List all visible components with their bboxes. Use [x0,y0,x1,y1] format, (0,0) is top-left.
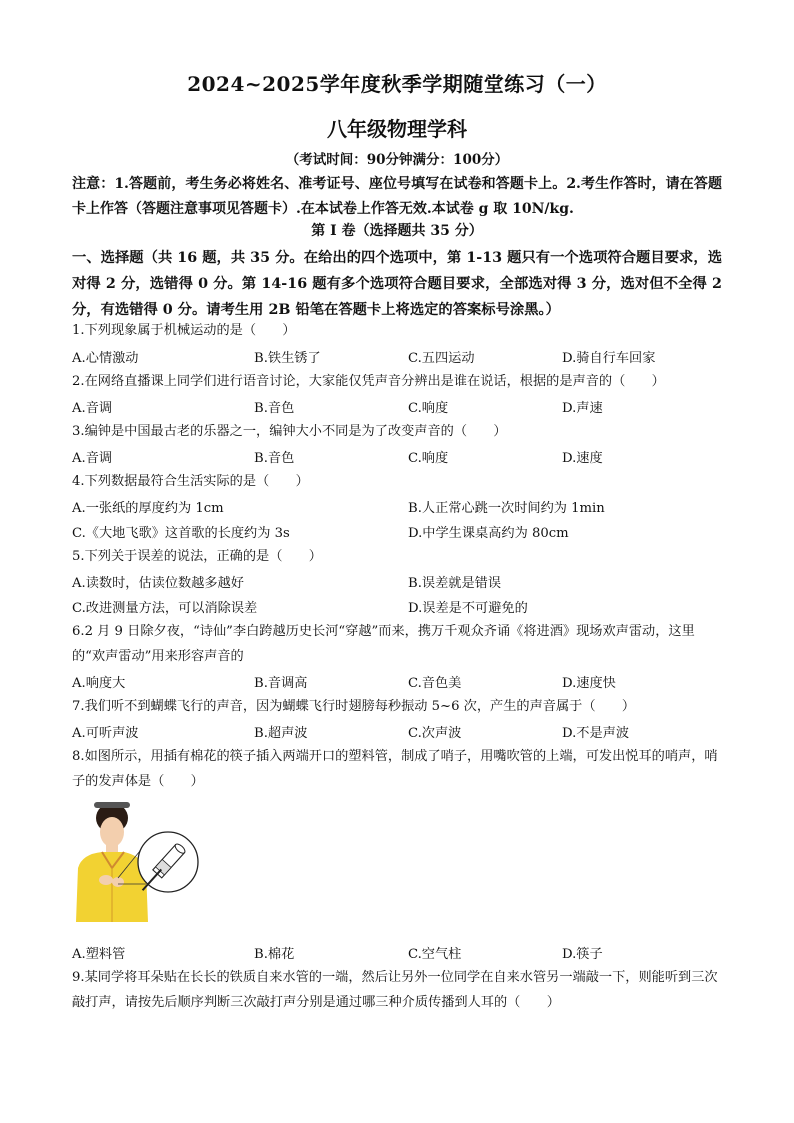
whistle-illustration [72,798,204,926]
option-d: D.筷子 [562,947,603,962]
option-b: B.音色 [254,451,295,466]
option-a: A.音调 [72,451,113,466]
question-options [72,597,732,619]
option-b: B.棉花 [254,947,295,962]
option-c: C.五四运动 [408,351,475,366]
option-c: C.《大地飞歌》这首歌的长度约为 3s [72,526,290,541]
question-options [72,722,732,744]
option-d: D.骑自行车回家 [562,351,656,366]
question-stem: 7.我们听不到蝴蝶飞行的声音，因为蝴蝶飞行时翅膀每秒振动 5~6 次，产生的声音属于（ ） [72,699,636,714]
question-stem: 2.在网络直播课上同学们进行语音讨论，大家能仅凭声音分辨出是谁在说话，根据的是声音的（ ） [72,374,665,389]
question-options [72,672,732,694]
part-label: 第 I 卷（选择题共 35 分） [311,223,483,239]
option-d: D.误差是不可避免的 [408,601,528,616]
question-options [72,522,732,544]
option-a: A.读数时，估读位数越多越好 [72,576,244,591]
option-c: C.响度 [408,451,449,466]
question-options [72,572,732,594]
option-c: C.音色美 [408,676,462,691]
question-stem: 1.下列现象属于机械运动的是（ ） [72,323,296,338]
option-a: A.塑料管 [72,947,126,962]
section-intro: 一、选择题（共 16 题，共 35 分。在给出的四个选项中，第 1-13 题只有一个选项符合题目要求，选对得 2 分，选错得 0 分。第 14-16 题有多个选项符合题目要求，全部选对得 3 分，选对但不全得 2 分，有选错得 0 分。请考生用 2B 铅笔在答题卡上将选定的答案标号涂黑。） [72,250,722,318]
option-b: B.音色 [254,401,295,416]
option-b: B.误差就是错误 [408,576,502,591]
question-options [72,943,732,965]
question-stem: 3.编钟是中国最古老的乐器之一，编钟大小不同是为了改变声音的（ ） [72,424,507,439]
option-a: A.响度大 [72,676,126,691]
question-stem: 8.如图所示，用插有棉花的筷子插入两端开口的塑料管，制成了哨子，用嘴吹管的上端，可发出悦耳的哨声，哨子的发声体是（ ） [72,749,718,789]
option-a: A.可听声波 [72,726,139,741]
question-options [72,497,732,519]
question-options [72,447,732,469]
option-b: B.超声波 [254,726,308,741]
option-a: A.一张纸的厚度约为 1cm [72,501,224,516]
notice-text: 注意：1.答题前，考生务必将姓名、准考证号、座位号填写在试卷和答题卡上。2.考生作答时，请在答题卡上作答（答题注意事项见答题卡）.在本试卷上作答无效.本试卷 g 取 10N/kg. [72,176,722,217]
option-c: C.改进测量方法，可以消除误差 [72,601,258,616]
question-stem: 4.下列数据最符合生活实际的是（ ） [72,474,309,489]
option-d: D.不是声波 [562,726,630,741]
question-stem: 5.下列关于误差的说法，正确的是（ ） [72,549,322,564]
question-options [72,347,732,369]
option-a: A.心情激动 [72,351,139,366]
exam-time-info: （考试时间：90分钟满分：100分） [285,152,509,168]
option-c: C.响度 [408,401,449,416]
option-b: B.铁生锈了 [254,351,321,366]
exam-title: 2024~2025学年度秋季学期随堂练习（一） [187,72,607,96]
question-stem: 9.某同学将耳朵贴在长长的铁质自来水管的一端，然后让另外一位同学在自来水管另一端敲一下，则能听到三次敲打声，请按先后顺序判断三次敲打声分别是通过哪三种介质传播到人耳的（ ） [72,970,718,1010]
option-b: B.人正常心跳一次时间约为 1min [408,501,605,516]
option-c: C.空气柱 [408,947,462,962]
option-d: D.速度快 [562,676,616,691]
option-c: C.次声波 [408,726,462,741]
whistle-figure [72,798,204,926]
option-d: D.声速 [562,401,603,416]
question-options [72,397,732,419]
option-d: D.中学生课桌高约为 80cm [408,526,569,541]
question-stem: 6.2 月 9 日除夕夜，“诗仙”李白跨越历史长河“穿越”而来，携万千观众齐诵《将进酒》现场欢声雷动，这里的“欢声雷动”用来形容声音的 [72,624,695,664]
option-a: A.音调 [72,401,113,416]
exam-subtitle: 八年级物理学科 [327,117,467,141]
option-d: D.速度 [562,451,603,466]
option-b: B.音调高 [254,676,308,691]
